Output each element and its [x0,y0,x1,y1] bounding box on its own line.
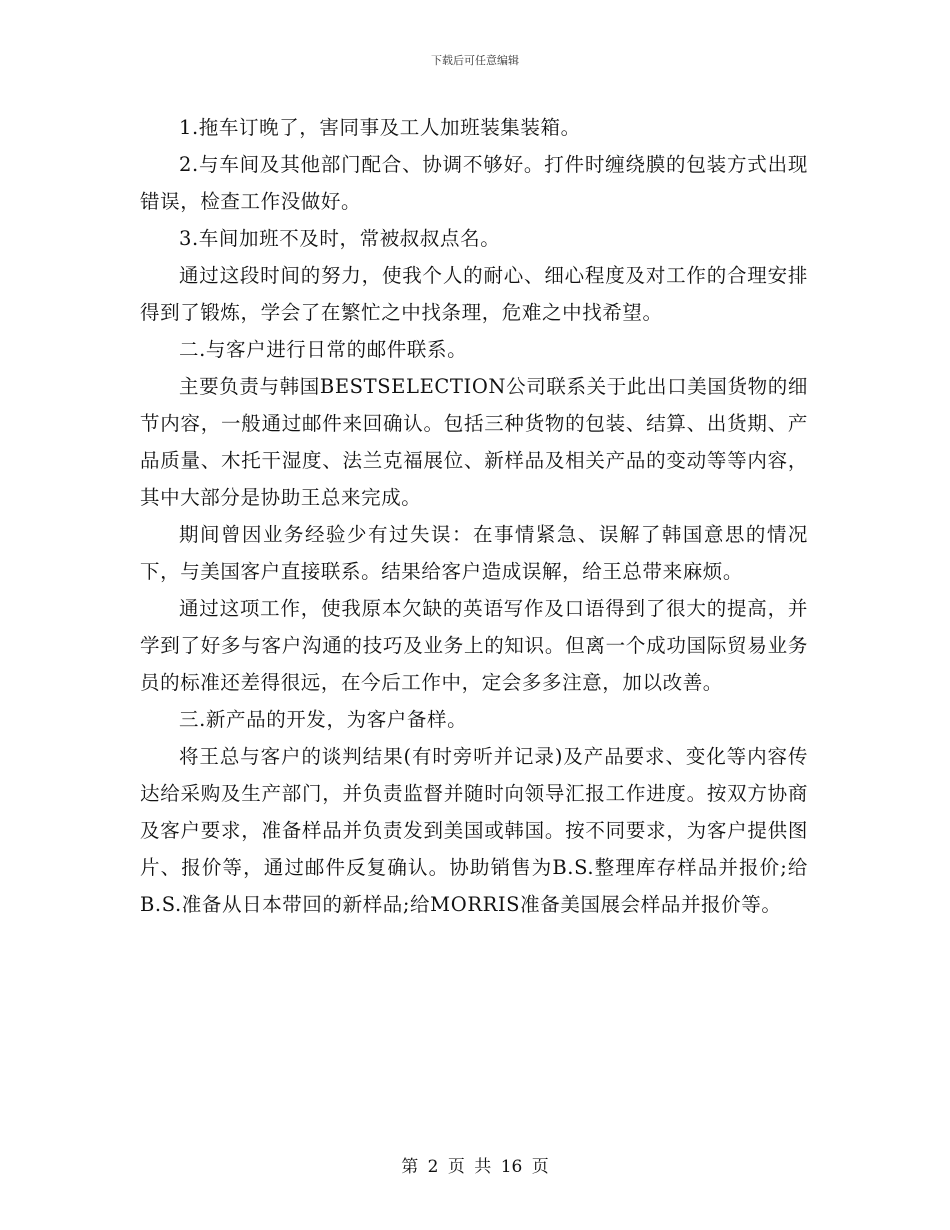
document-body [140,109,808,923]
section-heading-2: 二.与客户进行日常的邮件联系。 [179,338,468,361]
paragraph-6: 期间曾因业务经验少有过失误：在事情紧急、误解了韩国意思的情况下，与美国客户直接联系。结果给客户造成误解，给王总带来麻烦。 [140,523,808,583]
page-number: 第 2 页 共 16 页 [401,1157,549,1177]
paragraph-8: 将王总与客户的谈判结果(有时旁听并记录)及产品要求、变化等内容传达给采购及生产部门，并负责监督并随时向领导汇报工作进度。按双方协商及客户要求，准备样品并负责发到美国或韩国。按不同要求，为客户提供图片、报价等，通过邮件反复确认。协助销售为B.S.整理库存样品并报价;给B.S.准备从日本带回的新样品;给MORRIS准备美国展会样品并报价等。 [140,745,808,916]
paragraph-5: 主要负责与韩国BESTSELECTION公司联系关于此出口美国货物的细节内容，一般通过邮件来回确认。包括三种货物的包装、结算、出货期、产品质量、木托干湿度、法兰克福展位、新样品及相关产品的变动等等内容，其中大部分是协助王总来完成。 [140,375,808,509]
paragraph-2: 2.与车间及其他部门配合、协调不够好。打件时缠绕膜的包装方式出现错误，检查工作没做好。 [140,153,808,213]
section-heading-3: 三.新产品的开发，为客户备样。 [179,708,468,731]
page-header-note: 下载后可任意编辑 [431,54,519,67]
paragraph-4: 通过这段时间的努力，使我个人的耐心、细心程度及对工作的合理安排得到了锻炼，学会了在繁忙之中找条理，危难之中找希望。 [140,264,808,324]
paragraph-3: 3.车间加班不及时，常被叔叔点名。 [179,227,501,250]
paragraph-7: 通过这项工作，使我原本欠缺的英语写作及口语得到了很大的提高，并学到了好多与客户沟通的技巧及业务上的知识。但离一个成功国际贸易业务员的标准还差得很远，在今后工作中，定会多多注意，加以改善。 [140,597,808,694]
paragraph-1: 1.拖车订晚了，害同事及工人加班装集装箱。 [179,116,581,139]
